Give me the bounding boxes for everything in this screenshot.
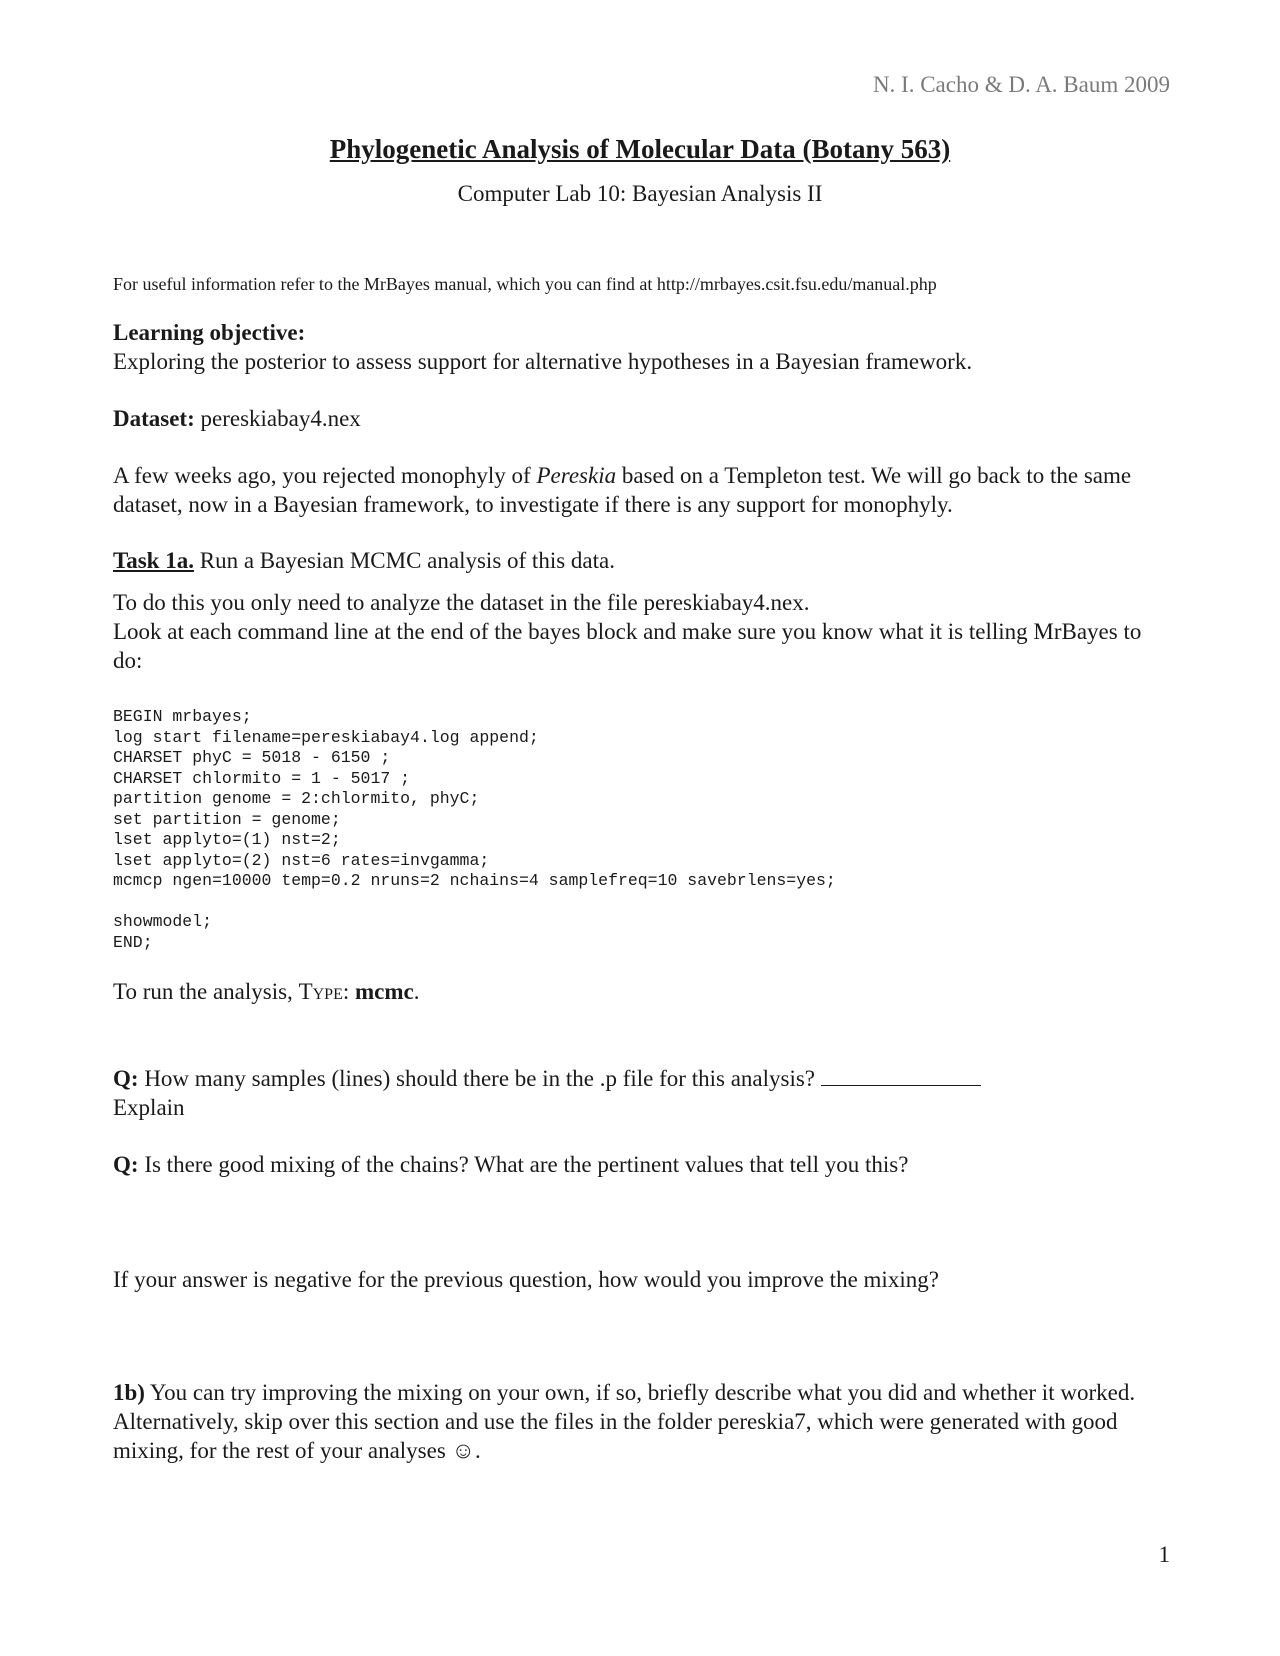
mrbayes-code-block (113, 707, 836, 953)
code-line: showmodel; (113, 912, 213, 931)
code-line: log start filename=pereskiabay4.log append; (113, 727, 539, 747)
question-2-text: Is there good mixing of the chains? What are the pertinent values that tell you this? (138, 1152, 909, 1177)
code-line: CHARSET phyC = 5018 - 6150 ; (113, 748, 391, 767)
code-line: CHARSET chlormito = 1 - 5017 ; (113, 768, 411, 788)
dataset-line (113, 404, 1173, 433)
run-colon: : (342, 979, 355, 1004)
task-1b-paragraph (113, 1378, 1173, 1465)
run-type-word: Type (298, 979, 343, 1004)
document-subtitle: Computer Lab 10: Bayesian Analysis II (457, 181, 823, 206)
task-1b-label: 1b) (113, 1380, 145, 1405)
background-text-1: A few weeks ago, you rejected monophyly of (113, 463, 537, 488)
learning-objective-text: Exploring the posterior to assess support for alternative hypotheses in a Bayesian framework. (113, 349, 973, 374)
code-line: BEGIN mrbayes; (113, 707, 252, 726)
code-line: lset applyto=(2) nst=6 rates=invgamma; (113, 850, 490, 870)
code-line: lset applyto=(1) nst=2; (113, 830, 341, 849)
code-line: mcmcp ngen=10000 temp=0.2 nruns=2 nchains=4 samplefreq=10 savebrlens=yes; (113, 871, 836, 890)
learning-objective-section (113, 318, 1173, 376)
task-1a-text: Run a Bayesian MCMC analysis of this data. (193, 548, 615, 573)
task-1a-instructions (113, 588, 1173, 675)
run-command: mcmc (354, 979, 414, 1004)
page-number: 1 (1158, 1542, 1170, 1567)
question-1-explain: Explain (113, 1095, 185, 1120)
document-title: Phylogenetic Analysis of Molecular Data (Botany 563) (329, 134, 951, 164)
answer-blank (821, 1065, 981, 1086)
task-1a-instructions-line-1: To do this you only need to analyze the dataset in the file pereskiabay4.nex. (113, 590, 810, 615)
code-line: set partition = genome; (113, 809, 341, 829)
task-1a-heading (113, 546, 1173, 575)
question-label: Q: (113, 1152, 139, 1177)
question-1 (113, 1064, 1173, 1122)
dataset-value: pereskiabay4.nex (200, 406, 361, 431)
task-1b-text: You can try improving the mixing on your own, if so, briefly describe what you did and whether it worked. Alternatively, skip over this section and use the files in the folder pereskia7, which were generated with good mixing, for the rest of your analyses ☺. (113, 1380, 1136, 1463)
learning-objective-label: Learning objective: (113, 320, 306, 345)
author-credit: N. I. Cacho & D. A. Baum 2009 (872, 72, 1170, 97)
code-gap (113, 892, 836, 913)
question-1-text: How many samples (lines) should there be in the .p file for this analysis? (138, 1066, 821, 1091)
genus-name: Pereskia (536, 463, 617, 488)
background-paragraph (113, 461, 1173, 519)
run-prefix: To run the analysis, (113, 979, 299, 1004)
question-3: If your answer is negative for the previous question, how would you improve the mixing? (113, 1267, 939, 1292)
run-suffix: . (413, 979, 420, 1004)
dataset-label: Dataset: (113, 406, 195, 431)
task-1a-label: Task 1a. (113, 548, 194, 573)
background-text-2: based on a Templeton test. We will go back to the same dataset, now in a Bayesian framework, to investigate if there is any support for monophyly. (113, 463, 1132, 517)
code-line: END; (113, 932, 153, 952)
code-line: partition genome = 2:chlormito, phyC; (113, 789, 480, 808)
task-1a-instructions-line-2: Look at each command line at the end of the bayes block and make sure you know what it is telling MrBayes to do: (113, 619, 1142, 673)
question-2 (113, 1150, 1173, 1179)
run-instruction (113, 977, 1173, 1006)
question-label: Q: (113, 1066, 139, 1091)
useful-info-note: For useful information refer to the MrBayes manual, which you can find at http://mrbayes.csit.fsu.edu/manual.php (113, 274, 937, 294)
